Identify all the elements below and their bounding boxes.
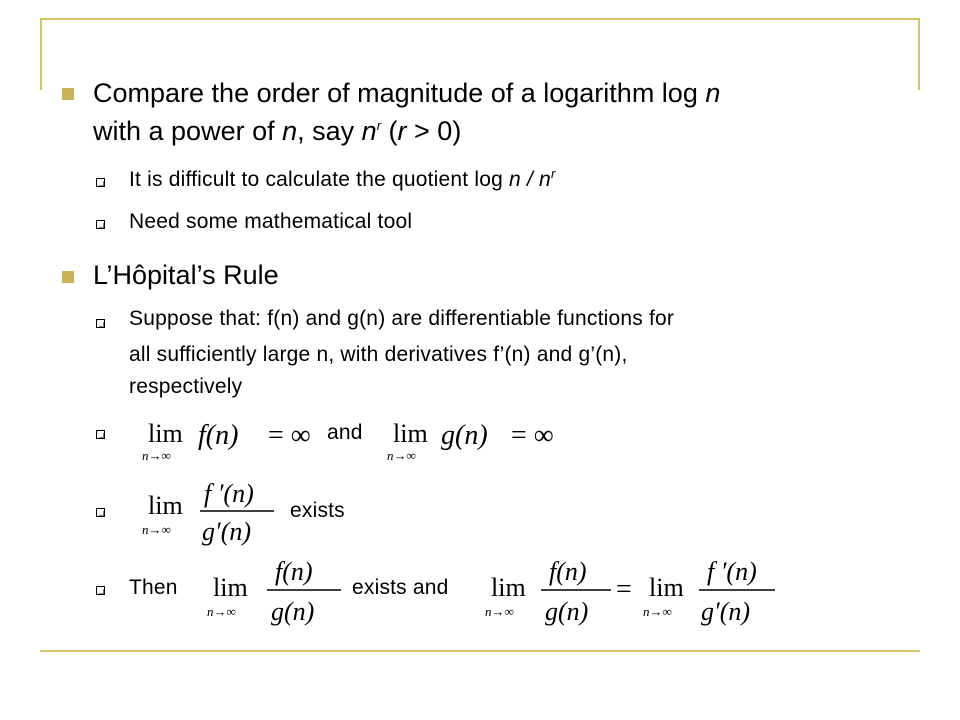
text-span: > 0) (406, 116, 462, 146)
bullet-square-icon (62, 88, 74, 100)
text-span: g(n) (545, 597, 589, 626)
text-span: lim (148, 491, 183, 520)
text-span: n→∞ (643, 604, 672, 619)
text-span: with a power of (93, 116, 283, 146)
limit-f-over-g (205, 552, 345, 632)
text-span: n→∞ (485, 604, 514, 619)
text-span: f ′(n) (707, 557, 757, 586)
text-span: It is difficult to calculate the quotient log (129, 168, 510, 191)
text-span: / (520, 168, 540, 191)
text-span: n→∞ (207, 604, 236, 619)
text-span: lim (491, 573, 526, 602)
text-span: = ∞ (511, 420, 554, 451)
sub-bullet-2: Need some mathematical tool (129, 210, 413, 233)
suppose-line-2: all sufficiently large n, with derivatives f’(n) and g’(n), (129, 343, 628, 366)
sub-bullet-icon (96, 319, 105, 328)
frame-right-line (918, 18, 920, 90)
sub-bullet-icon (96, 508, 105, 517)
text-span: ( (381, 116, 398, 146)
text-span: n (361, 116, 377, 146)
frame-left-line (40, 18, 42, 90)
frame-top-line (40, 18, 920, 20)
text-span: n→∞ (142, 522, 171, 537)
text-span: g′(n) (701, 597, 751, 626)
text-span: n (539, 168, 551, 191)
text-span: lim (213, 573, 248, 602)
suppose-line-3: respectively (129, 375, 243, 398)
text-span: g(n) (271, 597, 315, 626)
text-span: lim (649, 573, 684, 602)
bullet-square-icon (62, 271, 74, 283)
text-span: g′(n) (202, 517, 252, 546)
text-span: g(n) (441, 420, 488, 451)
and-text: and (327, 421, 363, 444)
then-text: Then (129, 576, 178, 599)
text-span: lim (148, 419, 183, 448)
text-span: n (509, 168, 521, 191)
sub-bullet-1 (129, 166, 555, 194)
text-span: n→∞ (142, 448, 171, 463)
exists-text: exists (290, 499, 345, 522)
text-span: r (376, 118, 382, 133)
text-span: r (397, 116, 407, 146)
text-span: lim (393, 419, 428, 448)
limit-f-infinity (140, 412, 340, 464)
lhopital-title: L’Hôpital’s Rule (93, 260, 279, 290)
bullet-1-line-2 (93, 112, 461, 150)
exists-and-text: exists and (352, 576, 449, 599)
sub-bullet-icon (96, 586, 105, 595)
sub-bullet-icon (96, 178, 105, 187)
limit-derivative-ratio (140, 476, 285, 548)
suppose-line-1: Suppose that: f(n) and g(n) are differentiable functions for (129, 307, 675, 330)
bullet-1-line-1 (93, 74, 720, 112)
text-span: f(n) (275, 557, 313, 586)
text-span: n (705, 78, 721, 108)
text-span: f(n) (198, 420, 239, 451)
text-span: , say (297, 116, 362, 146)
text-span: n (282, 116, 298, 146)
limit-g-infinity (385, 412, 585, 464)
lhopital-equation (483, 552, 783, 632)
text-span: r (550, 166, 556, 181)
text-span: f(n) (549, 557, 587, 586)
text-span: = (616, 574, 632, 605)
frame-bottom-line (40, 650, 920, 652)
text-span: n→∞ (387, 448, 416, 463)
text-span: Compare the order of magnitude of a logarithm log (93, 78, 706, 108)
sub-bullet-icon (96, 220, 105, 229)
text-span: = ∞ (268, 420, 311, 451)
sub-bullet-icon (96, 430, 105, 439)
text-span: f ′(n) (204, 479, 254, 508)
